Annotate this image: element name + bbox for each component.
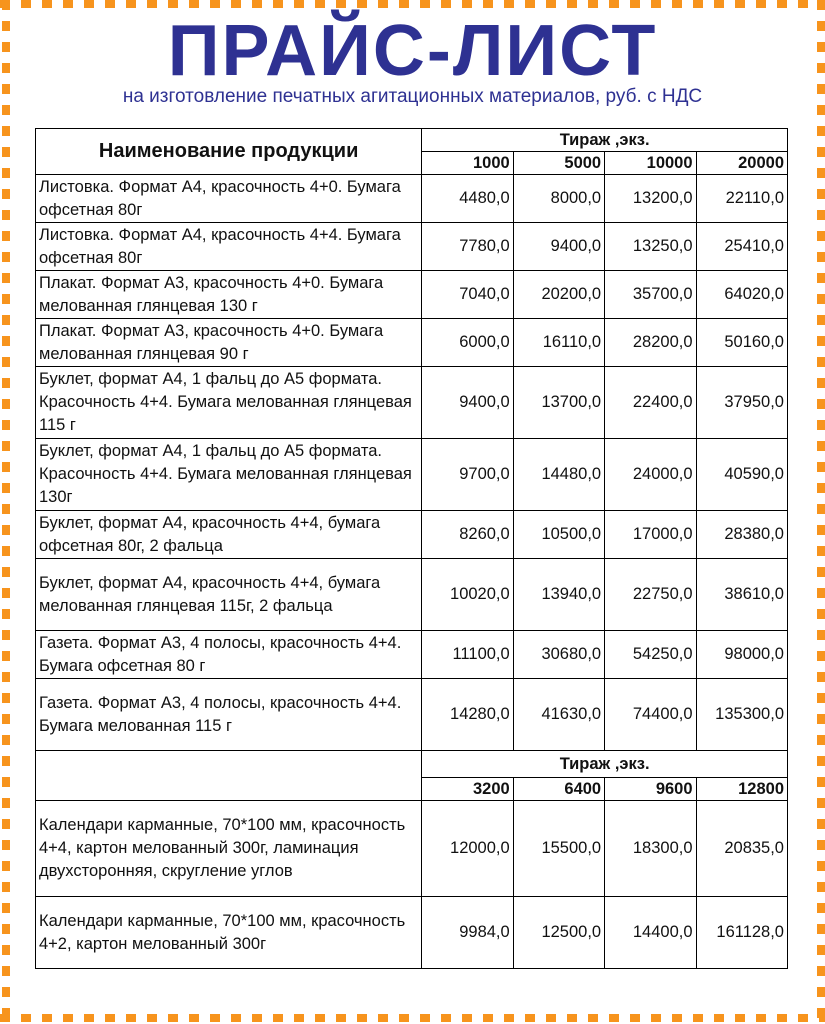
price-cell: 40590,0 <box>696 439 787 511</box>
price-cell: 50160,0 <box>696 319 787 367</box>
tirazh-header: Тираж ,экз. <box>422 129 788 152</box>
price-cell: 25410,0 <box>696 223 787 271</box>
table-row <box>36 271 788 319</box>
table-row <box>36 175 788 223</box>
quantity-header: 3200 <box>422 778 513 801</box>
table-header-row-2 <box>36 751 788 778</box>
price-cell: 4480,0 <box>422 175 513 223</box>
quantity-header: 5000 <box>513 152 604 175</box>
table-row <box>36 319 788 367</box>
quantity-header: 6400 <box>513 778 604 801</box>
price-cell: 9984,0 <box>422 897 513 969</box>
price-cell: 14280,0 <box>422 679 513 751</box>
quantity-header: 20000 <box>696 152 787 175</box>
price-cell: 64020,0 <box>696 271 787 319</box>
page-subtitle: на изготовление печатных агитационных материалов, руб. с НДС <box>122 86 703 107</box>
price-cell: 12000,0 <box>422 801 513 897</box>
product-name: Газета. Формат А3, 4 полосы, красочность 4+4. Бумага мелованная 115 г <box>36 679 422 751</box>
product-name: Буклет, формат А4, 1 фальц до А5 формата. Красочность 4+4. Бумага мелованная глянцевая 115 г <box>36 367 422 439</box>
border-bottom <box>0 1014 825 1022</box>
product-name: Листовка. Формат А4, красочность 4+0. Бумага офсетная 80г <box>36 175 422 223</box>
table-row <box>36 559 788 631</box>
product-name: Листовка. Формат А4, красочность 4+4. Бумага офсетная 80г <box>36 223 422 271</box>
blank-header-cell <box>36 751 422 801</box>
table-row <box>36 801 788 897</box>
table-row <box>36 223 788 271</box>
tirazh-header-2: Тираж ,экз. <box>422 751 788 778</box>
price-cell: 135300,0 <box>696 679 787 751</box>
price-cell: 54250,0 <box>605 631 696 679</box>
price-cell: 12500,0 <box>513 897 604 969</box>
page-title: ПРАЙС-ЛИСТ <box>167 11 658 91</box>
price-cell: 13700,0 <box>513 367 604 439</box>
price-cell: 24000,0 <box>605 439 696 511</box>
price-cell: 13940,0 <box>513 559 604 631</box>
price-cell: 37950,0 <box>696 367 787 439</box>
price-cell: 22400,0 <box>605 367 696 439</box>
price-cell: 7780,0 <box>422 223 513 271</box>
quantity-header: 10000 <box>605 152 696 175</box>
price-table <box>35 128 788 969</box>
table-row <box>36 679 788 751</box>
price-cell: 9400,0 <box>513 223 604 271</box>
price-cell: 161128,0 <box>696 897 787 969</box>
product-name-header: Наименование продукции <box>36 129 422 175</box>
border-right <box>817 0 825 1024</box>
price-cell: 35700,0 <box>605 271 696 319</box>
table-row <box>36 897 788 969</box>
quantity-header: 12800 <box>696 778 787 801</box>
price-cell: 13200,0 <box>605 175 696 223</box>
price-cell: 28200,0 <box>605 319 696 367</box>
table-row <box>36 439 788 511</box>
price-cell: 22110,0 <box>696 175 787 223</box>
price-cell: 7040,0 <box>422 271 513 319</box>
table-row <box>36 631 788 679</box>
price-cell: 9400,0 <box>422 367 513 439</box>
table-header-row <box>36 129 788 152</box>
price-cell: 16110,0 <box>513 319 604 367</box>
price-cell: 17000,0 <box>605 511 696 559</box>
product-name: Буклет, формат А4, 1 фальц до А5 формата. Красочность 4+4. Бумага мелованная глянцевая 130г <box>36 439 422 511</box>
price-cell: 6000,0 <box>422 319 513 367</box>
price-cell: 20835,0 <box>696 801 787 897</box>
price-cell: 15500,0 <box>513 801 604 897</box>
table-row <box>36 511 788 559</box>
product-name: Буклет, формат А4, красочность 4+4, бумага офсетная 80г, 2 фальца <box>36 511 422 559</box>
product-name: Плакат. Формат А3, красочность 4+0. Бумага мелованная глянцевая 90 г <box>36 319 422 367</box>
price-cell: 18300,0 <box>605 801 696 897</box>
price-cell: 10020,0 <box>422 559 513 631</box>
quantity-header: 9600 <box>605 778 696 801</box>
price-cell: 14480,0 <box>513 439 604 511</box>
price-cell: 14400,0 <box>605 897 696 969</box>
quantity-header: 1000 <box>422 152 513 175</box>
price-cell: 13250,0 <box>605 223 696 271</box>
price-cell: 22750,0 <box>605 559 696 631</box>
price-cell: 11100,0 <box>422 631 513 679</box>
product-name: Плакат. Формат А3, красочность 4+0. Бумага мелованная глянцевая 130 г <box>36 271 422 319</box>
price-cell: 20200,0 <box>513 271 604 319</box>
border-left <box>2 0 10 1024</box>
product-name: Газета. Формат А3, 4 полосы, красочность 4+4. Бумага офсетная 80 г <box>36 631 422 679</box>
table-row <box>36 367 788 439</box>
price-cell: 74400,0 <box>605 679 696 751</box>
price-cell: 38610,0 <box>696 559 787 631</box>
price-cell: 8000,0 <box>513 175 604 223</box>
price-cell: 98000,0 <box>696 631 787 679</box>
price-cell: 30680,0 <box>513 631 604 679</box>
price-cell: 41630,0 <box>513 679 604 751</box>
price-cell: 9700,0 <box>422 439 513 511</box>
price-cell: 10500,0 <box>513 511 604 559</box>
product-name: Календари карманные, 70*100 мм, красочность 4+2, картон мелованный 300г <box>36 897 422 969</box>
product-name: Буклет, формат А4, красочность 4+4, бумага мелованная глянцевая 115г, 2 фальца <box>36 559 422 631</box>
price-table-body <box>36 129 788 969</box>
price-cell: 28380,0 <box>696 511 787 559</box>
price-cell: 8260,0 <box>422 511 513 559</box>
product-name: Календари карманные, 70*100 мм, красочность 4+4, картон мелованный 300г, ламинация двухсторонняя, скругление углов <box>36 801 422 897</box>
